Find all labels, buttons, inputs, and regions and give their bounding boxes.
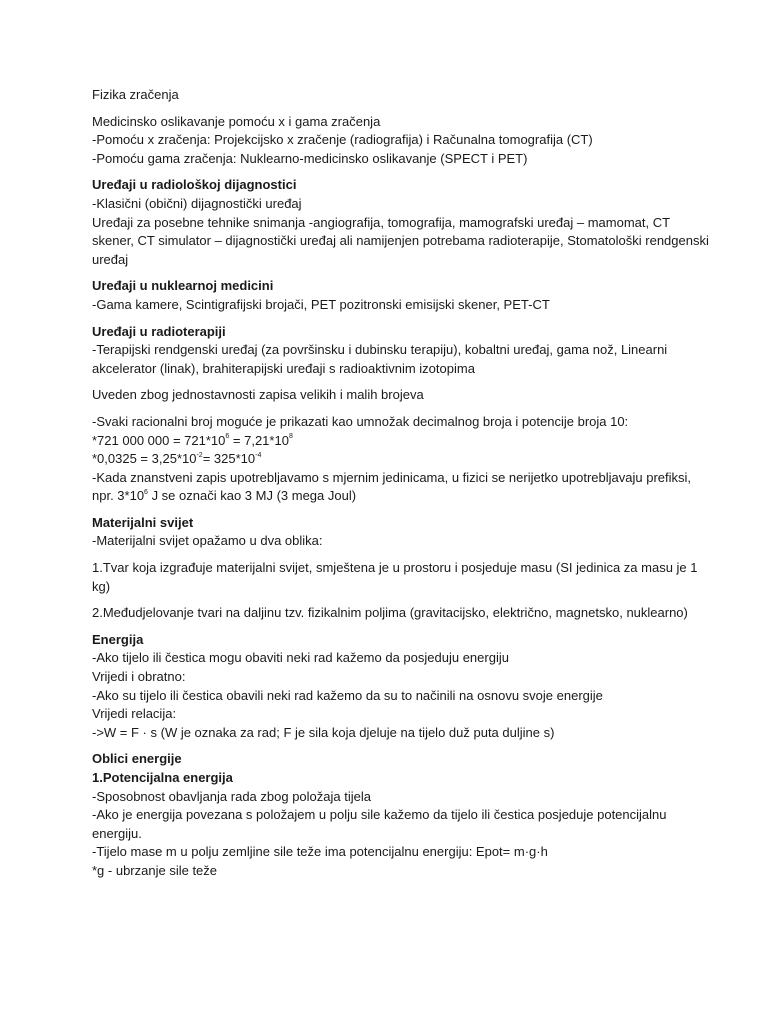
exponent: -4 xyxy=(255,451,262,459)
section-line: -Gama kamere, Scintigrafijski brojači, PET pozitronski emisijski skener, PET-CT xyxy=(92,296,550,312)
notation-prefix-line xyxy=(92,469,712,506)
imaging-line: Medicinsko oslikavanje pomoću x i gama zračenja xyxy=(92,113,381,129)
material-form-1: 1.Tvar koja izgrađuje materijalni svijet, smještena je u prostoru i posjeduje masu (SI jedinica za masu je 1 kg) xyxy=(92,560,698,594)
section-line: Vrijedi relacija: xyxy=(92,706,177,722)
section-line: -Klasični (obični) dijagnostički uređaj xyxy=(92,195,302,211)
section-heading: Uređaji u radiološkoj dijagnostici xyxy=(92,177,297,193)
exponent: 8 xyxy=(288,433,293,441)
energy-forms-section xyxy=(92,750,712,880)
imaging-paragraph xyxy=(92,113,712,169)
exponent: 6 xyxy=(225,433,230,441)
notation-example-2 xyxy=(92,450,712,469)
nuclear-section xyxy=(92,277,712,314)
section-line: -Ako tijelo ili čestica mogu obaviti neki rad kažemo da posjeduju energiju xyxy=(92,650,509,666)
section-heading: Materijalni svijet xyxy=(92,514,194,530)
section-line: -Ako je energija povezana s položajem u polju sile kažemo da tijelo ili čestica posjeduje potencijalnu energiju. xyxy=(92,807,667,841)
section-line: -Sposobnost obavljanja rada zbog položaja tijela xyxy=(92,788,371,804)
text-part: *721 000 000 = 721*10 xyxy=(92,432,226,448)
section-line: -Ako su tijelo ili čestica obavili neki rad kažemo da su to načinili na osnovu svoje energije xyxy=(92,687,603,703)
imaging-line: -Pomoću gama zračenja: Nuklearno-medicinsko oslikavanje (SPECT i PET) xyxy=(92,150,528,166)
section-heading: Uređaji u radioterapiji xyxy=(92,323,226,339)
section-heading: Oblici energije xyxy=(92,751,182,767)
notation-example-1 xyxy=(92,432,712,451)
document-title: Fizika zračenja xyxy=(92,87,179,102)
radiotherapy-section xyxy=(92,323,712,379)
material-section xyxy=(92,514,712,551)
section-line: -Materijalni svijet opažamo u dva oblika: xyxy=(92,533,323,549)
text-part: = 325*10 xyxy=(202,451,256,467)
text-part: *0,0325 = 3,25*10 xyxy=(92,451,197,467)
section-heading: Energija xyxy=(92,631,144,647)
section-heading: Uređaji u nuklearnoj medicini xyxy=(92,278,274,294)
section-subheading: 1.Potencijalna energija xyxy=(92,770,233,785)
section-line: Vrijedi i obratno: xyxy=(92,669,186,685)
exponent: 6 xyxy=(144,488,148,496)
section-line: Uređaji za posebne tehnike snimanja -angiografija, tomografija, mamografski uređaj – mamomat, CT skener, CT simulator – dijagnostički uređaj ali namijenjen potrebama radioterapije, Stomatološki rendgenski uređaj xyxy=(92,214,709,267)
text-part: = 7,21*10 xyxy=(229,432,289,448)
notation-section xyxy=(92,413,712,506)
imaging-line: -Pomoću x zračenja: Projekcijsko x zračenje (radiografija) i Računalna tomografija (CT) xyxy=(92,132,593,148)
section-line: -Terapijski rendgenski uređaj (za površinsku i dubinsku terapiju), kobaltni uređaj, gama nož, Linearni akcelerator (linak), brahiterapijski uređaji s radioaktivnim izotopima xyxy=(92,342,668,376)
exponent: -2 xyxy=(196,451,203,459)
notation-line: -Svaki racionalni broj moguće je prikazati kao umnožak decimalnog broja i potencije broja 10: xyxy=(92,413,629,429)
section-line: *g - ubrzanje sile teže xyxy=(92,862,218,878)
energy-section xyxy=(92,631,712,743)
text-part: J se označi kao 3 MJ (3 mega Joul) xyxy=(147,488,357,504)
radiology-section xyxy=(92,176,712,269)
material-form-2: 2.Međudjelovanje tvari na daljinu tzv. fizikalnim poljima (gravitacijsko, električno, magnetsko, nuklearno) xyxy=(92,605,688,621)
document-page xyxy=(92,86,712,889)
section-line: ->W = F · s (W je oznaka za rad; F je sila koja djeluje na tijelo duž puta duljine s) xyxy=(92,724,555,740)
section-line: -Tijelo mase m u polju zemljine sile teže ima potencijalnu energiju: Epot= m·g·h xyxy=(92,844,548,860)
notation-intro: Uveden zbog jednostavnosti zapisa velikih i malih brojeva xyxy=(92,387,424,403)
text-part: -Kada znanstveni zapis upotrebljavamo s mjernim jedinicama, u fizici se nerijetko upotrebljavaju prefiksi, npr. 3*10 xyxy=(92,469,692,504)
